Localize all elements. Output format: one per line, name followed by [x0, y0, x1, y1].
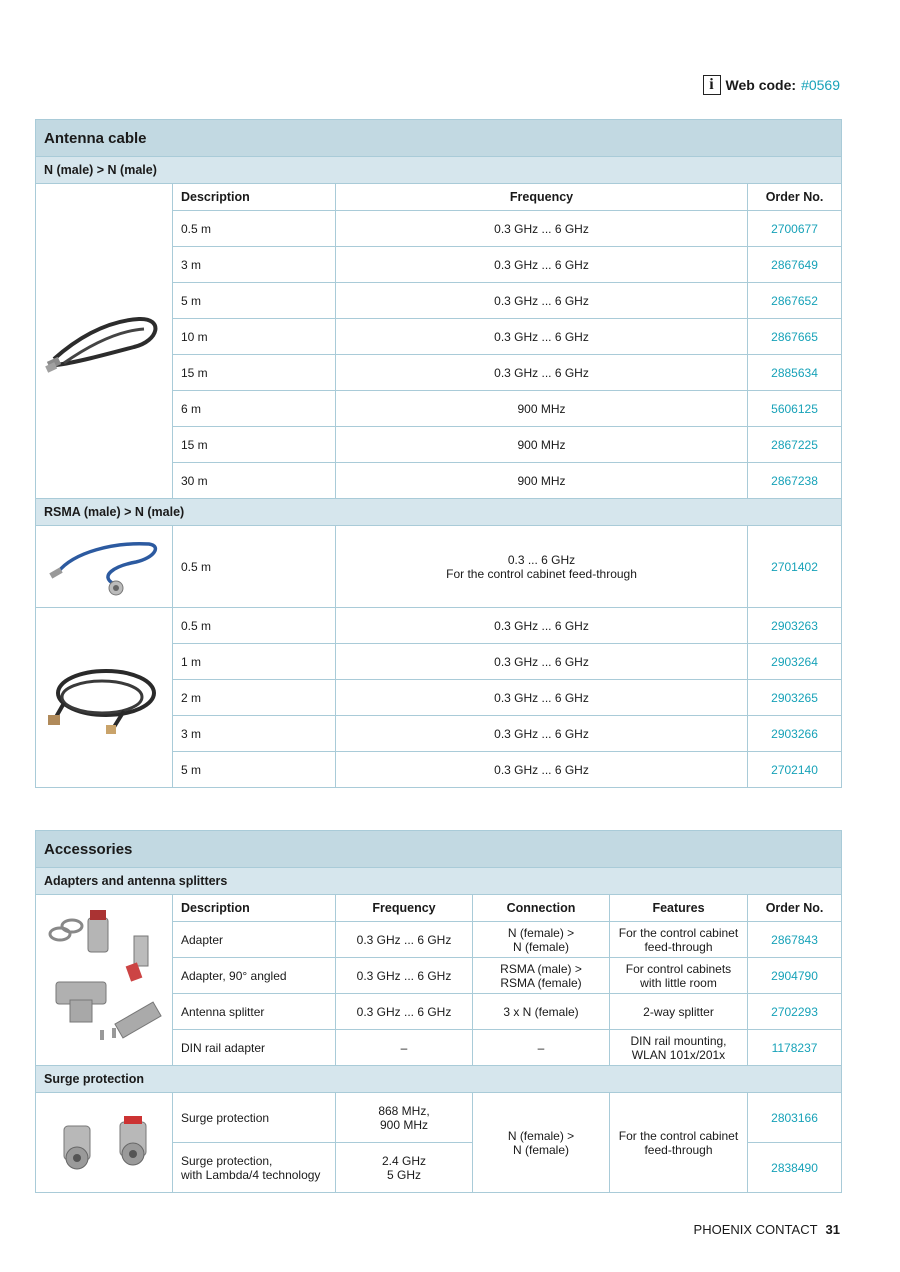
- row-frequency: 0.3 GHz ... 6 GHz: [336, 752, 748, 788]
- row-description: 5 m: [173, 752, 336, 788]
- row-description: [173, 1143, 336, 1193]
- row-description: 1 m: [173, 644, 336, 680]
- row-frequency: [336, 526, 748, 608]
- web-code: [703, 73, 840, 97]
- row-description: Adapter: [173, 922, 336, 958]
- frequency-line: 868 MHz,: [378, 1103, 430, 1118]
- connection-line: N (female) >: [507, 1128, 575, 1143]
- order-number-link[interactable]: 2904790: [748, 958, 842, 994]
- order-number-link[interactable]: 1178237: [748, 1030, 842, 1066]
- order-number-link[interactable]: 2702293: [748, 994, 842, 1030]
- order-number-link[interactable]: 2903265: [748, 680, 842, 716]
- row-description: 15 m: [173, 355, 336, 391]
- row-frequency: –: [336, 1030, 473, 1066]
- order-number-link[interactable]: 2867843: [748, 922, 842, 958]
- row-features: [610, 958, 748, 994]
- row-description: 15 m: [173, 427, 336, 463]
- order-number-link[interactable]: 2867652: [748, 283, 842, 319]
- row-frequency: 900 MHz: [336, 463, 748, 499]
- surge-protection-title: Surge protection: [36, 1066, 842, 1093]
- antenna-cable-table: [35, 119, 842, 788]
- connection-line: RSMA (female): [500, 975, 582, 990]
- blue-cable-image: [36, 526, 173, 608]
- connection-line: RSMA (male) >: [500, 961, 582, 976]
- connection-line: N (female): [512, 939, 569, 954]
- order-number-link[interactable]: 2903266: [748, 716, 842, 752]
- order-number-link[interactable]: 2701402: [748, 526, 842, 608]
- features-line: For control cabinets: [625, 961, 732, 976]
- row-frequency: 0.3 GHz ... 6 GHz: [336, 922, 473, 958]
- features-line: WLAN 101x/201x: [631, 1047, 726, 1062]
- row-frequency: 0.3 GHz ... 6 GHz: [336, 958, 473, 994]
- col-description: Description: [173, 184, 336, 211]
- adapters-image: [36, 895, 173, 1066]
- col-connection: Connection: [473, 895, 610, 922]
- frequency-line: 900 MHz: [379, 1117, 429, 1132]
- page-number: 31: [825, 1222, 840, 1237]
- adapters-title: Adapters and antenna splitters: [36, 868, 842, 895]
- accessories-title: Accessories: [36, 831, 842, 868]
- row-description: 6 m: [173, 391, 336, 427]
- order-number-link[interactable]: 5606125: [748, 391, 842, 427]
- order-number-link[interactable]: 2903264: [748, 644, 842, 680]
- row-frequency: 0.3 GHz ... 6 GHz: [336, 283, 748, 319]
- features-line: For the control cabinet: [618, 1128, 739, 1143]
- row-frequency: 0.3 GHz ... 6 GHz: [336, 355, 748, 391]
- description-line: with Lambda/4 technology: [181, 1167, 321, 1182]
- n-cable-image: [36, 184, 173, 499]
- order-number-link[interactable]: 2867238: [748, 463, 842, 499]
- row-frequency: 0.3 GHz ... 6 GHz: [336, 680, 748, 716]
- table-row: [36, 526, 842, 608]
- row-description: Antenna splitter: [173, 994, 336, 1030]
- frequency-line: 0.3 ... 6 GHz: [507, 552, 576, 567]
- row-frequency: 0.3 GHz ... 6 GHz: [336, 319, 748, 355]
- row-description: 0.5 m: [173, 608, 336, 644]
- row-features: [610, 922, 748, 958]
- row-description: 0.5 m: [173, 526, 336, 608]
- info-icon: i: [703, 75, 721, 95]
- row-frequency: 900 MHz: [336, 391, 748, 427]
- order-number-link[interactable]: 2867225: [748, 427, 842, 463]
- brand-name: PHOENIX CONTACT: [693, 1222, 818, 1237]
- row-connection: [473, 1093, 610, 1193]
- order-number-link[interactable]: 2903263: [748, 608, 842, 644]
- rsma-cable-image: [36, 608, 173, 788]
- row-connection: 3 x N (female): [473, 994, 610, 1030]
- row-frequency: 0.3 GHz ... 6 GHz: [336, 211, 748, 247]
- description-line: Surge protection,: [181, 1153, 273, 1168]
- features-line: feed-through: [644, 939, 713, 954]
- row-frequency: [336, 1093, 473, 1143]
- surge-protection-image: [36, 1093, 173, 1193]
- features-line: For the control cabinet: [618, 925, 739, 940]
- table-row: [36, 608, 842, 644]
- order-number-link[interactable]: 2803166: [748, 1093, 842, 1143]
- feature-line: For the control cabinet feed-through: [446, 566, 637, 581]
- col-frequency: Frequency: [336, 184, 748, 211]
- row-description: 10 m: [173, 319, 336, 355]
- row-description: 3 m: [173, 716, 336, 752]
- row-features: [610, 1093, 748, 1193]
- row-features: 2-way splitter: [610, 994, 748, 1030]
- row-connection: –: [473, 1030, 610, 1066]
- features-line: feed-through: [644, 1142, 713, 1157]
- table-row: [36, 1093, 842, 1143]
- row-frequency: 0.3 GHz ... 6 GHz: [336, 644, 748, 680]
- col-order-no: Order No.: [748, 895, 842, 922]
- col-order-no: Order No.: [748, 184, 842, 211]
- row-frequency: 0.3 GHz ... 6 GHz: [336, 608, 748, 644]
- row-frequency: 0.3 GHz ... 6 GHz: [336, 994, 473, 1030]
- row-description: 30 m: [173, 463, 336, 499]
- antenna-cable-title: Antenna cable: [36, 120, 842, 157]
- row-description: 3 m: [173, 247, 336, 283]
- connection-line: N (female): [512, 1142, 569, 1157]
- row-frequency: [336, 1143, 473, 1193]
- order-number-link[interactable]: 2838490: [748, 1143, 842, 1193]
- order-number-link[interactable]: 2867649: [748, 247, 842, 283]
- connection-line: N (female) >: [507, 925, 575, 940]
- order-number-link[interactable]: 2885634: [748, 355, 842, 391]
- frequency-line: 2.4 GHz: [381, 1153, 426, 1168]
- row-description: DIN rail adapter: [173, 1030, 336, 1066]
- order-number-link[interactable]: 2700677: [748, 211, 842, 247]
- row-description: Adapter, 90° angled: [173, 958, 336, 994]
- web-code-link[interactable]: #0569: [801, 77, 840, 93]
- order-number-link[interactable]: 2867665: [748, 319, 842, 355]
- col-frequency: Frequency: [336, 895, 473, 922]
- row-description: 0.5 m: [173, 211, 336, 247]
- col-features: Features: [610, 895, 748, 922]
- row-connection: [473, 922, 610, 958]
- page-footer: [694, 1222, 840, 1237]
- frequency-line: 5 GHz: [386, 1167, 421, 1182]
- web-code-label: Web code:: [725, 77, 797, 93]
- group-rsma-n-title: RSMA (male) > N (male): [36, 499, 842, 526]
- order-number-link[interactable]: 2702140: [748, 752, 842, 788]
- row-frequency: 900 MHz: [336, 427, 748, 463]
- row-description: 2 m: [173, 680, 336, 716]
- row-description: 5 m: [173, 283, 336, 319]
- row-connection: [473, 958, 610, 994]
- features-line: DIN rail mounting,: [630, 1033, 727, 1048]
- accessories-table: [35, 830, 842, 1193]
- row-frequency: 0.3 GHz ... 6 GHz: [336, 247, 748, 283]
- row-description: Surge protection: [173, 1093, 336, 1143]
- col-description: Description: [173, 895, 336, 922]
- features-line: with little room: [640, 975, 717, 990]
- group-n-n-title: N (male) > N (male): [36, 157, 842, 184]
- row-frequency: 0.3 GHz ... 6 GHz: [336, 716, 748, 752]
- row-features: [610, 1030, 748, 1066]
